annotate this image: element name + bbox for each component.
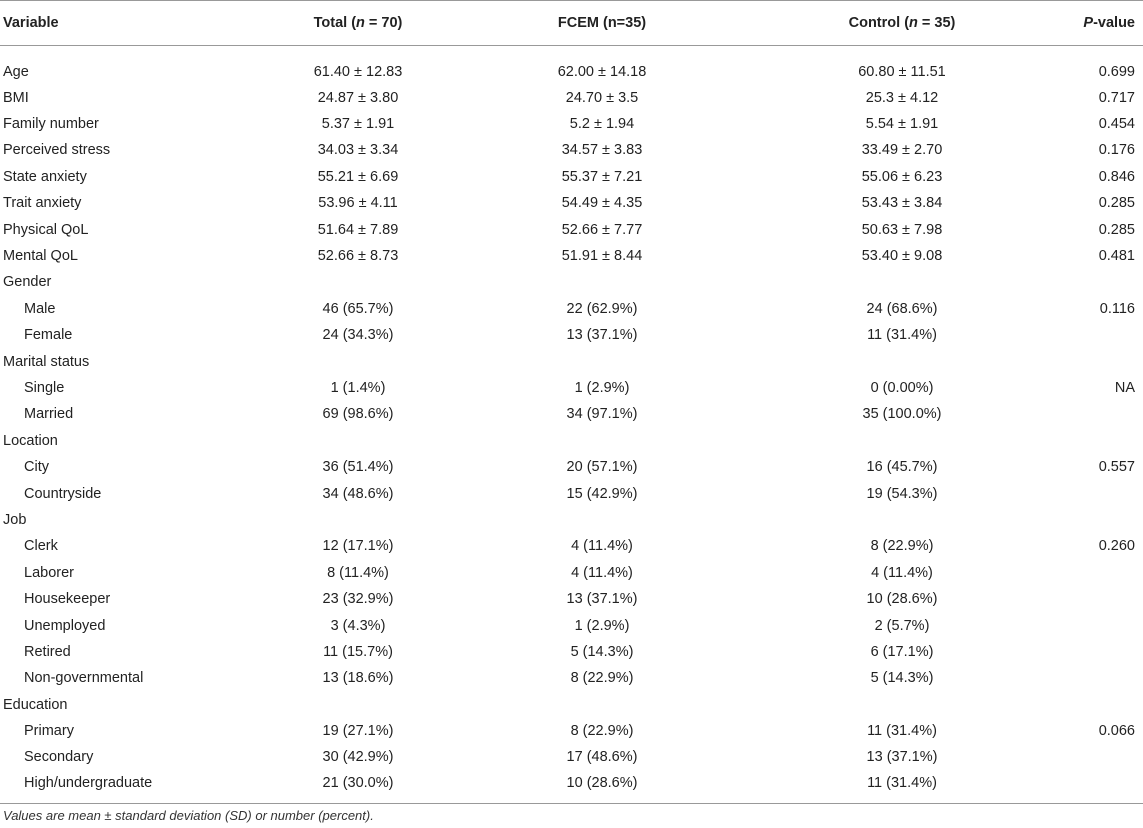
cell-control: 16 (45.7%) — [866, 459, 938, 476]
cell-control: 4 (11.4%) — [871, 564, 933, 581]
cell-p-value — [1050, 612, 1143, 638]
table-row — [0, 269, 1143, 295]
cell-fcem: 13 (37.1%) — [566, 327, 638, 344]
header-variable: Variable — [0, 1, 266, 46]
cell-control: 33.49 ± 2.70 — [861, 142, 943, 159]
header-control-suffix: = 35) — [917, 15, 956, 31]
cell-fcem: 55.37 ± 7.21 — [561, 168, 643, 185]
row-label: Secondary — [24, 749, 94, 766]
cell-total: 30 (42.9%) — [322, 749, 394, 766]
cell-fcem: 20 (57.1%) — [566, 459, 638, 476]
cell-p-value — [1050, 269, 1143, 295]
cell-fcem: 1 (2.9%) — [574, 617, 630, 634]
cell-total: 46 (65.7%) — [322, 300, 394, 317]
row-label: Non-governmental — [24, 670, 144, 687]
cell-fcem: 4 (11.4%) — [571, 538, 633, 555]
cell-control: 24 (68.6%) — [866, 300, 938, 317]
row-label: Laborer — [24, 564, 74, 581]
cell-control — [754, 507, 1050, 533]
cell-total: 12 (17.1%) — [322, 538, 394, 555]
cell-fcem — [450, 269, 754, 295]
row-label: Countryside — [24, 485, 102, 502]
cell-p-value: 0.717 — [1098, 89, 1135, 106]
cell-p-value — [1050, 691, 1143, 717]
cell-fcem: 34.57 ± 3.83 — [561, 142, 643, 159]
table-body — [0, 46, 1143, 804]
table-row — [0, 454, 1143, 480]
cell-total — [266, 507, 450, 533]
cell-total: 24.87 ± 3.80 — [317, 89, 399, 106]
table-row — [0, 296, 1143, 322]
table-row — [0, 507, 1143, 533]
cell-fcem: 8 (22.9%) — [570, 670, 634, 687]
row-label: Female — [24, 327, 73, 344]
cell-fcem: 15 (42.9%) — [566, 485, 638, 502]
header-total-n: n — [356, 15, 365, 31]
header-fcem: FCEM (n=35) — [450, 1, 754, 46]
row-label: Primary — [24, 723, 74, 740]
cell-control: 11 (31.4%) — [867, 327, 937, 344]
cell-p-value: 0.454 — [1098, 116, 1135, 133]
cell-fcem: 10 (28.6%) — [450, 771, 754, 804]
cell-total — [266, 348, 450, 374]
row-label: BMI — [3, 89, 29, 106]
cell-fcem: 51.91 ± 8.44 — [561, 248, 643, 265]
table-row — [0, 375, 1143, 401]
cell-total: 3 (4.3%) — [330, 617, 386, 634]
cell-p-value — [1050, 665, 1143, 691]
cell-control — [754, 691, 1050, 717]
cell-control: 25.3 ± 4.12 — [865, 89, 939, 106]
table-row — [0, 533, 1143, 559]
cell-p-value — [1050, 348, 1143, 374]
table-row — [0, 401, 1143, 427]
table-row — [0, 322, 1143, 348]
cell-p-value — [1050, 586, 1143, 612]
table-row — [0, 691, 1143, 717]
cell-fcem — [450, 691, 754, 717]
header-control — [754, 1, 1050, 46]
row-label: Location — [3, 432, 58, 449]
cell-fcem: 5.2 ± 1.94 — [569, 116, 635, 133]
cell-p-value: 0.285 — [1098, 195, 1135, 212]
cell-total — [266, 269, 450, 295]
cell-fcem: 17 (48.6%) — [566, 749, 638, 766]
row-label: Gender — [3, 274, 52, 291]
row-label: Married — [24, 406, 74, 423]
table-row — [0, 216, 1143, 242]
header-control-n: n — [909, 15, 918, 31]
cell-total: 36 (51.4%) — [322, 459, 394, 476]
cell-total: 61.40 ± 12.83 — [313, 63, 403, 80]
cell-total: 51.64 ± 7.89 — [317, 221, 399, 238]
row-label: Trait anxiety — [3, 195, 82, 212]
table-row — [0, 665, 1143, 691]
row-label: Mental QoL — [3, 248, 78, 265]
cell-control: 53.43 ± 3.84 — [861, 195, 943, 212]
row-label: High/undergraduate — [0, 771, 266, 804]
cell-p-value: 0.557 — [1098, 459, 1135, 476]
cell-total: 21 (30.0%) — [266, 771, 450, 804]
row-label: Marital status — [3, 353, 90, 370]
cell-fcem: 54.49 ± 4.35 — [561, 195, 643, 212]
table-row — [0, 612, 1143, 638]
cell-control — [754, 428, 1050, 454]
cell-fcem — [450, 507, 754, 533]
table-row — [0, 164, 1143, 190]
cell-p-value: 0.176 — [1098, 142, 1135, 159]
cell-control: 5 (14.3%) — [870, 670, 934, 687]
cell-p-value — [1050, 401, 1143, 427]
header-total-suffix: = 70) — [364, 15, 403, 31]
row-label: Retired — [24, 643, 71, 660]
cell-control: 2 (5.7%) — [874, 617, 930, 634]
cell-p-value — [1050, 322, 1143, 348]
cell-control: 13 (37.1%) — [866, 749, 938, 766]
row-label: Male — [24, 300, 56, 317]
cell-fcem — [450, 428, 754, 454]
cell-total: 23 (32.9%) — [322, 591, 394, 608]
cell-total: 53.96 ± 4.11 — [318, 195, 398, 212]
cell-p-value: 0.260 — [1098, 538, 1135, 555]
cell-total: 34 (48.6%) — [322, 485, 394, 502]
cell-control: 60.80 ± 11.51 — [858, 63, 946, 80]
cell-control: 5.54 ± 1.91 — [865, 116, 939, 133]
row-label: Perceived stress — [3, 142, 111, 159]
header-total-prefix: Total ( — [313, 15, 357, 31]
cell-control: 55.06 ± 6.23 — [861, 168, 943, 185]
header-p-value — [1050, 1, 1143, 46]
cell-total: 24 (34.3%) — [322, 327, 394, 344]
cell-p-value — [1050, 560, 1143, 586]
cell-p-value: 0.481 — [1098, 248, 1135, 265]
header-control-prefix: Control ( — [848, 15, 910, 31]
cell-fcem: 24.70 ± 3.5 — [565, 89, 639, 106]
table-row — [0, 348, 1143, 374]
cell-p-value: 0.066 — [1098, 723, 1135, 740]
row-label: Physical QoL — [3, 221, 89, 238]
cell-fcem: 5 (14.3%) — [570, 643, 634, 660]
cell-total: 8 (11.4%) — [327, 564, 389, 581]
row-label: Education — [3, 696, 68, 713]
cell-control: 50.63 ± 7.98 — [861, 221, 943, 238]
table-row — [0, 639, 1143, 665]
cell-p-value: 0.116 — [1099, 300, 1135, 317]
cell-control: 19 (54.3%) — [866, 485, 938, 502]
header-row — [0, 1, 1143, 46]
cell-total: 52.66 ± 8.73 — [317, 248, 399, 265]
table-row — [0, 744, 1143, 770]
table-row — [0, 111, 1143, 137]
cell-p-value: 0.846 — [1098, 168, 1135, 185]
table-header — [0, 1, 1143, 46]
row-label: Family number — [3, 116, 99, 133]
cell-control — [754, 269, 1050, 295]
table-row — [0, 46, 1143, 85]
row-label: Unemployed — [24, 617, 106, 634]
cell-total: 13 (18.6%) — [322, 670, 394, 687]
header-p-italic: P — [1083, 15, 1094, 31]
row-label: Clerk — [24, 538, 58, 555]
row-label: Housekeeper — [24, 591, 111, 608]
cell-control: 10 (28.6%) — [866, 591, 938, 608]
cell-p-value — [1050, 480, 1143, 506]
cell-control: 11 (31.4%) — [754, 771, 1050, 804]
row-label: Job — [3, 511, 27, 528]
table-row — [0, 718, 1143, 744]
cell-p-value: 0.285 — [1098, 221, 1135, 238]
cell-p-value — [1050, 507, 1143, 533]
table-row — [0, 190, 1143, 216]
cell-control: 35 (100.0%) — [862, 406, 942, 423]
table-row — [0, 428, 1143, 454]
cell-total — [266, 428, 450, 454]
cell-control: 8 (22.9%) — [870, 538, 934, 555]
table-row — [0, 243, 1143, 269]
header-p-suffix: -value — [1093, 15, 1135, 31]
cell-p-value — [1050, 744, 1143, 770]
row-label: City — [24, 459, 49, 476]
cell-fcem: 4 (11.4%) — [571, 564, 633, 581]
table-row — [0, 560, 1143, 586]
cell-fcem: 22 (62.9%) — [566, 300, 638, 317]
cell-fcem: 8 (22.9%) — [570, 723, 634, 740]
cell-total: 55.21 ± 6.69 — [317, 168, 399, 185]
header-total — [266, 1, 450, 46]
cell-p-value: NA — [1114, 379, 1135, 396]
cell-p-value — [1050, 639, 1143, 665]
cell-control: 53.40 ± 9.08 — [861, 248, 943, 265]
cell-fcem: 52.66 ± 7.77 — [561, 221, 643, 238]
table-row — [0, 771, 1143, 804]
cell-control: 6 (17.1%) — [870, 643, 934, 660]
cell-fcem: 13 (37.1%) — [566, 591, 638, 608]
table-row — [0, 480, 1143, 506]
cell-p-value: 0.699 — [1098, 63, 1135, 80]
cell-total: 5.37 ± 1.91 — [321, 116, 395, 133]
cell-total: 69 (98.6%) — [322, 406, 394, 423]
cell-fcem: 34 (97.1%) — [566, 406, 638, 423]
table-footnote: Values are mean ± standard deviation (SD) or number (percent). — [3, 808, 374, 823]
table-row — [0, 137, 1143, 163]
row-label: Age — [3, 63, 29, 80]
cell-total — [266, 691, 450, 717]
cell-total: 1 (1.4%) — [330, 379, 386, 396]
table-row — [0, 586, 1143, 612]
row-label: State anxiety — [3, 168, 87, 185]
cell-control: 0 (0.00%) — [870, 379, 934, 396]
row-label: Single — [24, 379, 65, 396]
cell-p-value — [1050, 771, 1143, 804]
table-row — [0, 85, 1143, 111]
cell-total: 11 (15.7%) — [323, 643, 393, 660]
cell-p-value — [1050, 428, 1143, 454]
cell-total: 34.03 ± 3.34 — [317, 142, 399, 159]
cell-control — [754, 348, 1050, 374]
cell-fcem: 62.00 ± 14.18 — [557, 63, 647, 80]
cell-fcem: 1 (2.9%) — [574, 379, 630, 396]
cell-fcem — [450, 348, 754, 374]
cell-control: 11 (31.4%) — [867, 723, 937, 740]
cell-total: 19 (27.1%) — [322, 723, 394, 740]
